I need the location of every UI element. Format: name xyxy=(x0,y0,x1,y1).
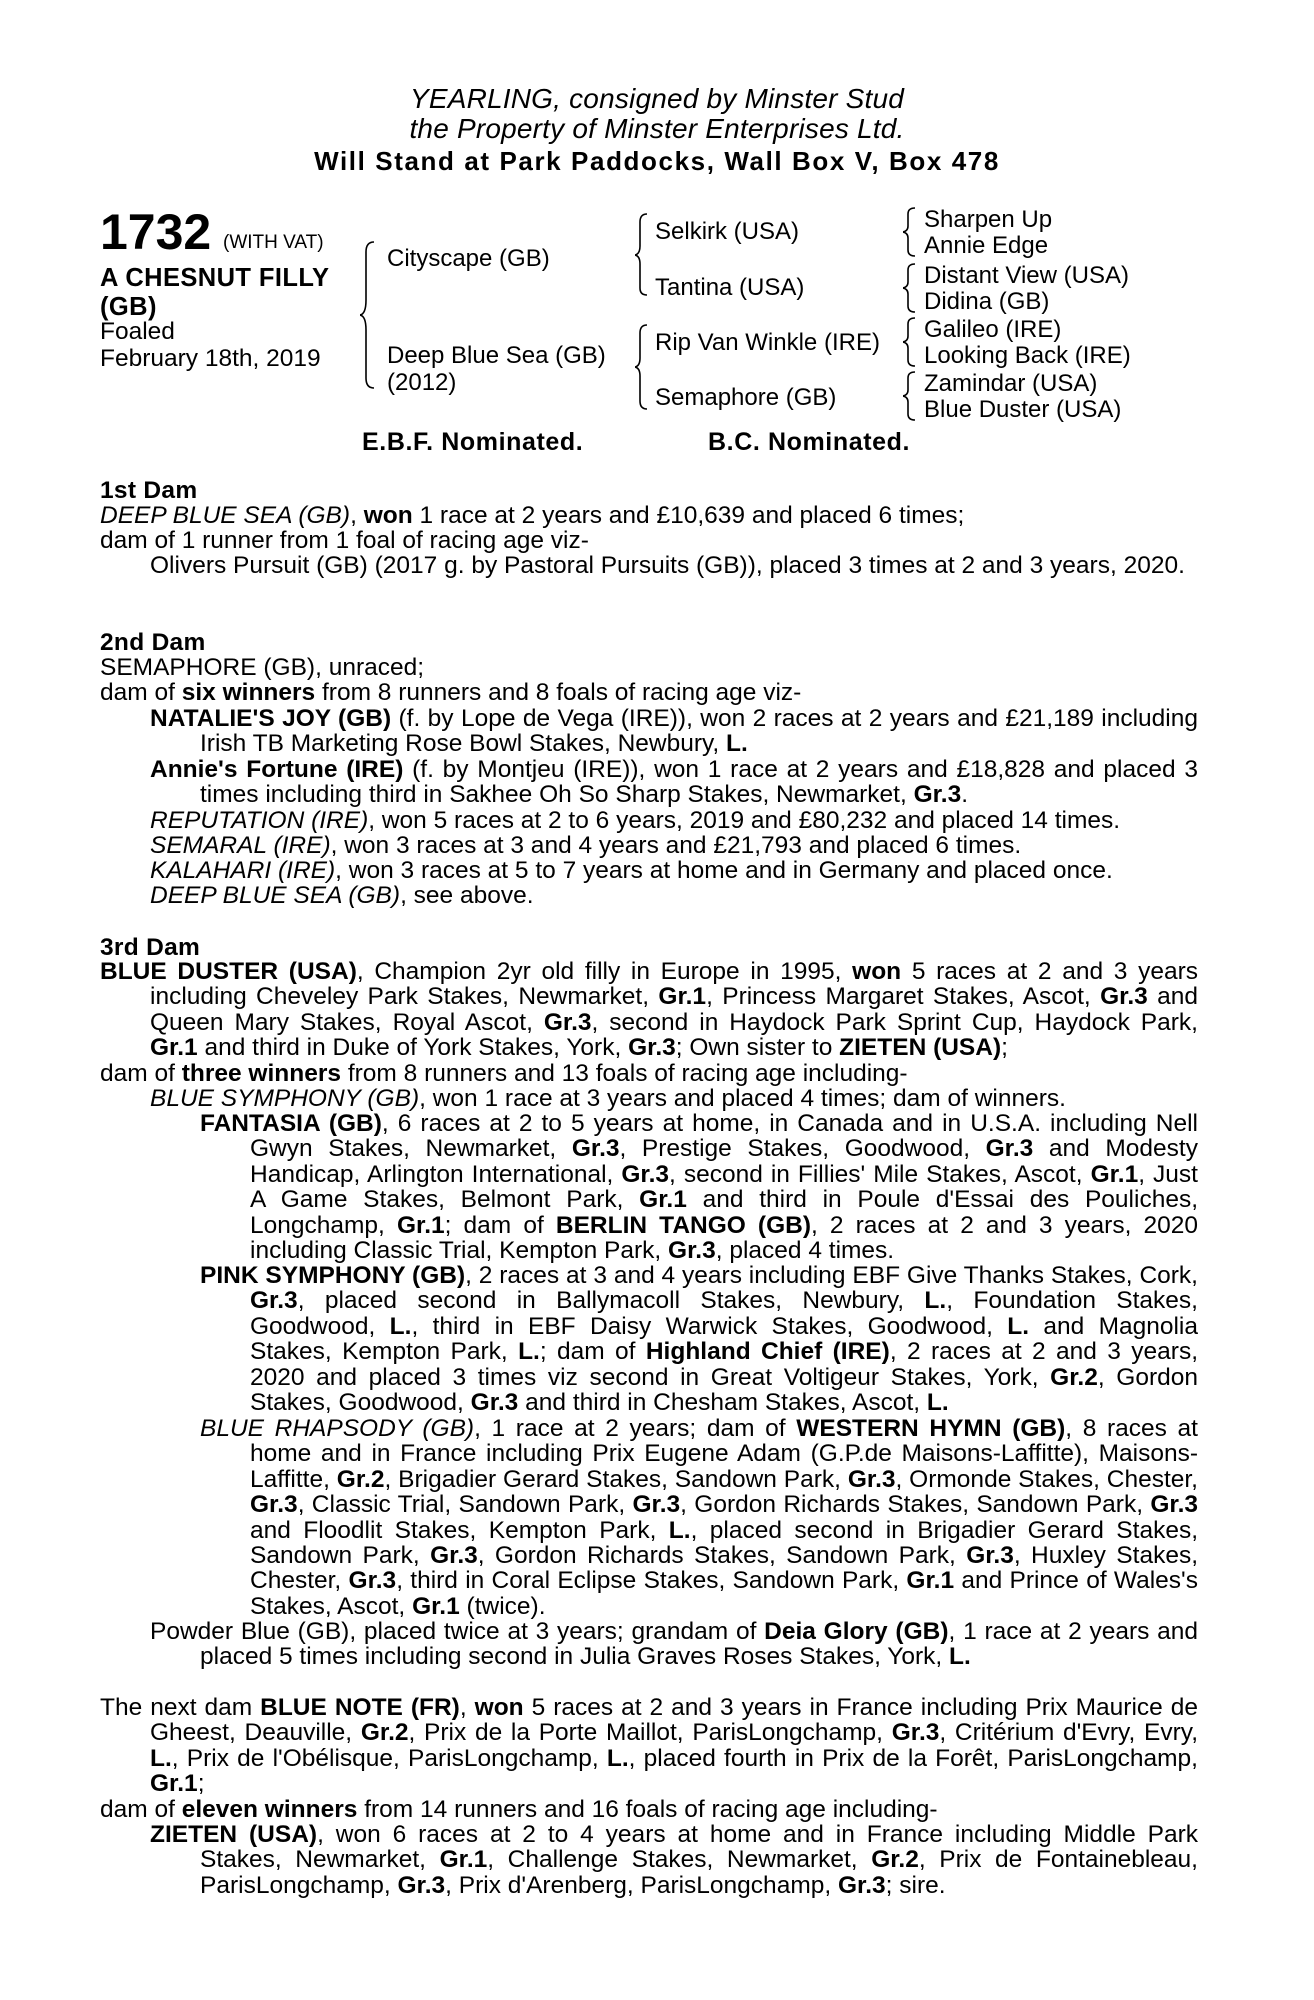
grade: Gr.1 xyxy=(658,983,707,1011)
text: , placed second in Ballymacoll Stakes, Newbury, xyxy=(297,1287,925,1315)
grade: Gr.2 xyxy=(871,1846,919,1874)
ddd: Blue Duster (USA) xyxy=(924,396,1122,423)
blue-symphony xyxy=(150,1086,1250,1111)
dds: Zamindar (USA) xyxy=(924,370,1098,397)
text: , Critérium d'Evry, Evry, xyxy=(939,1719,1199,1747)
text: , Prestige Stakes, Goodwood, xyxy=(619,1135,986,1163)
next-dam-produce xyxy=(100,1797,1200,1822)
text: , Champion 2yr old filly in Europe in 1995, xyxy=(356,958,853,985)
text: , Huxley Stakes, Chester, xyxy=(250,1542,1198,1595)
text: 5 races at 2 and 3 years in France including Prix Maurice de Gheest, Deauville, xyxy=(150,1694,1199,1747)
grade: Gr.3 xyxy=(543,1008,592,1036)
grade: L. xyxy=(606,1744,629,1772)
offspring-text: (f. by Lope de Vega (IRE)), won 2 races at 2 years and £21,189 including Irish TB Marketing Rose Bowl Stakes, Newbury, xyxy=(200,705,1198,758)
dam-dam: Semaphore (GB) xyxy=(655,384,837,411)
grand-offspring: Highland Chief (IRE) xyxy=(645,1338,890,1366)
first-dam-produce: dam of 1 runner from 1 foal of racing age viz- xyxy=(100,527,589,554)
grade: Gr.1 xyxy=(150,1034,198,1062)
produce-c: from 8 runners and 13 foals of racing age including- xyxy=(341,1060,908,1087)
zieten xyxy=(150,1822,1198,1898)
first-dam-record-text: 1 race at 2 years and £10,639 and placed 6 times; xyxy=(412,502,965,529)
ebf-nominated: E.B.F. Nominated. xyxy=(362,428,584,456)
text: ; dam of xyxy=(539,1338,646,1366)
offspring-name: BLUE RHAPSODY (GB) xyxy=(200,1415,475,1442)
sdd: Didina (GB) xyxy=(924,288,1050,315)
offspring-name: KALAHARI (IRE) xyxy=(150,857,336,884)
grade: Gr.3 xyxy=(470,1389,519,1417)
text: and Prince of Wales's Stakes, Ascot, xyxy=(250,1567,1198,1620)
grade: Gr.2 xyxy=(1050,1363,1098,1391)
produce-a: dam of xyxy=(100,1060,182,1087)
grade: Gr.3 xyxy=(571,1135,620,1163)
grade: Gr.1 xyxy=(639,1186,687,1214)
dam: Deep Blue Sea (GB) xyxy=(387,342,606,369)
text: ; Own sister to xyxy=(675,1034,840,1062)
text: and Magnolia Stakes, Kempton Park, xyxy=(250,1312,1198,1366)
offspring-name: Annie's Fortune (IRE) xyxy=(150,756,404,783)
first-dam-offspring: Olivers Pursuit (GB) (2017 g. by Pastoral Pursuits (GB)), placed 3 times at 2 and 3 years, 2020. xyxy=(150,552,1185,579)
text: , third in Coral Eclipse Stakes, Sandown Park, xyxy=(396,1567,907,1595)
header-consignor: YEARLING, consigned by Minster Stud xyxy=(409,83,905,114)
text: , 8 races at home and in France including Prix Eugene Adam (G.P.de Maisons-Laffitte), Maisons-Laffitte, xyxy=(250,1415,1198,1493)
first-dam-title: 1st Dam xyxy=(100,477,198,504)
grade: Gr.1 xyxy=(439,1846,488,1874)
text: , Prix de Fontainebleau, ParisLongchamp, xyxy=(200,1846,1198,1899)
text: , Gordon Richards Stakes, Sandown Park, xyxy=(477,1542,967,1570)
lot-number: 1732 xyxy=(100,204,212,260)
text: , won 6 races at 2 to 4 years at home and in France including Middle Park Stakes, Newmarket, xyxy=(200,1821,1198,1874)
brace-ds xyxy=(903,316,919,368)
second-dam-title: 2nd Dam xyxy=(100,629,206,656)
text: , Prix de l'Obélisque, ParisLongchamp, xyxy=(171,1744,607,1772)
text: , Gordon Stakes, Goodwood, xyxy=(250,1363,1199,1417)
grade: L. xyxy=(1007,1312,1030,1340)
bc-nominated: B.C. Nominated. xyxy=(708,428,911,456)
text: , Just A Game Stakes, Belmont Park, xyxy=(250,1160,1198,1214)
foaled-date: February 18th, 2019 xyxy=(100,345,321,372)
won-label: won xyxy=(474,1694,524,1721)
grade: Gr.3 xyxy=(397,1871,446,1899)
grade: Gr.3 xyxy=(348,1567,397,1595)
offspring-name: DEEP BLUE SEA (GB) xyxy=(150,882,401,909)
third-dam-name: BLUE DUSTER (USA) xyxy=(100,958,357,985)
text: The next dam xyxy=(100,1694,261,1721)
grade: Gr.3 xyxy=(628,1034,676,1062)
grade: L. xyxy=(726,730,748,758)
grade: L. xyxy=(518,1338,540,1366)
third-dam-title: 3rd Dam xyxy=(100,934,201,961)
sire: Cityscape (GB) xyxy=(387,245,550,272)
grade: Gr.3 xyxy=(1100,983,1148,1011)
sds: Distant View (USA) xyxy=(924,262,1129,289)
winners-count: three winners xyxy=(181,1060,342,1087)
next-dam-name: BLUE NOTE (FR) xyxy=(260,1694,460,1721)
offspring-text: , won 1 race at 3 years and placed 4 times; dam of winners. xyxy=(419,1085,1066,1112)
text: and third in Poule d'Essai des Pouliches, Longchamp, xyxy=(250,1186,1199,1239)
text: , Foundation Stakes, Goodwood, xyxy=(250,1287,1198,1340)
text: , Gordon Richards Stakes, Sandown Park, xyxy=(680,1491,1151,1519)
grade: Gr.3 xyxy=(985,1135,1034,1163)
third-dam-produce xyxy=(100,1061,1200,1086)
grade: Gr.3 xyxy=(250,1287,298,1315)
text: , second in Fillies' Mile Stakes, Ascot, xyxy=(669,1160,1091,1188)
winners-count: six winners xyxy=(181,679,316,706)
winners-count: eleven winners xyxy=(181,1796,358,1823)
produce-c: from 14 runners and 16 foals of racing age including- xyxy=(357,1796,938,1823)
text: and Modesty Handicap, Arlington International, xyxy=(250,1135,1198,1188)
first-dam-name: DEEP BLUE SEA (GB) xyxy=(100,502,351,529)
text: ; sire. xyxy=(885,1871,946,1899)
grand-offspring: BERLIN TANGO (GB) xyxy=(555,1211,811,1239)
text: and third in Duke of York Stakes, York, xyxy=(197,1034,629,1062)
text: , 2 races at 2 and 3 years, 2020 including Classic Trial, Kempton Park, xyxy=(250,1211,1198,1265)
grade: Gr.3 xyxy=(966,1542,1014,1570)
text: and Queen Mary Stakes, Royal Ascot, xyxy=(150,983,1198,1036)
vat-note: (WITH VAT) xyxy=(223,232,324,253)
text: ; xyxy=(197,1770,205,1798)
grade: Gr.1 xyxy=(412,1592,460,1620)
ssd: Annie Edge xyxy=(924,232,1049,259)
text: , Ormonde Stakes, Chester, xyxy=(895,1465,1198,1493)
powder-blue xyxy=(150,1619,1198,1670)
text: , third in EBF Daisy Warwick Stakes, Goodwood, xyxy=(411,1312,1008,1340)
won-label: won xyxy=(363,502,413,529)
text: , placed fourth in Prix de la Forêt, ParisLongchamp, xyxy=(628,1744,1198,1772)
produce-a: dam of xyxy=(100,1796,182,1823)
text: , Brigadier Gerard Stakes, Sandown Park, xyxy=(384,1465,848,1493)
grand-offspring: Deia Glory (GB) xyxy=(764,1618,949,1645)
text: 5 races at 2 and 3 years including Cheveley Park Stakes, Newmarket, xyxy=(150,958,1198,1011)
offspring-text: , won 3 races at 5 to 7 years at home and in Germany and placed once. xyxy=(335,857,1113,884)
text: , 6 races at 2 to 5 years at home, in Canada and in U.S.A. including Nell Gwyn Stakes, Newmarket, xyxy=(250,1110,1198,1163)
text: , 2 races at 2 and 3 years, 2020 and placed 3 times viz second in Great Voltigeur Stakes, York, xyxy=(250,1338,1199,1391)
text: ; xyxy=(1001,1034,1008,1062)
offspring-name: SEMARAL (IRE) xyxy=(150,832,331,859)
grade: Gr.1 xyxy=(906,1567,955,1595)
grade: Gr.3 xyxy=(430,1542,478,1570)
sd-offspring-6 xyxy=(150,883,1250,908)
pink-symphony xyxy=(200,1263,1198,1415)
sister-name: ZIETEN (USA) xyxy=(839,1034,1002,1062)
grade: Gr.3 xyxy=(621,1160,670,1188)
brace-ss xyxy=(903,206,919,258)
grade: Gr.1 xyxy=(1090,1160,1139,1188)
offspring-name: BLUE SYMPHONY (GB) xyxy=(150,1085,420,1112)
grade: Gr.3 xyxy=(913,781,962,809)
grade: Gr.1 xyxy=(396,1211,445,1239)
offspring-name: NATALIE'S JOY (GB) xyxy=(150,705,392,732)
sire-sire: Selkirk (USA) xyxy=(655,218,800,245)
offspring-name: REPUTATION (IRE) xyxy=(150,807,369,834)
grade: L. xyxy=(150,1744,172,1772)
grade: Gr.3 xyxy=(1150,1491,1199,1519)
horse-name xyxy=(100,264,329,322)
text: , Princess Margaret Stakes, Ascot, xyxy=(706,983,1101,1011)
dam-year: (2012) xyxy=(387,369,457,396)
sd-offspring-5 xyxy=(150,858,1250,883)
grade: L. xyxy=(668,1516,691,1544)
text: , 1 race at 2 years and placed 5 times including second in Julia Graves Roses Stakes, York, xyxy=(200,1618,1198,1671)
horse-name-line1: A CHESNUT FILLY xyxy=(100,264,330,292)
text: , Classic Trial, Sandown Park, xyxy=(297,1491,633,1519)
text: , xyxy=(459,1694,475,1721)
grade: Gr.3 xyxy=(837,1871,886,1899)
blue-rhapsody xyxy=(200,1416,1198,1619)
sd-offspring-1 xyxy=(150,706,1198,757)
text: , second in Haydock Park Sprint Cup, Haydock Park, xyxy=(591,1008,1198,1036)
second-dam-intro: SEMAPHORE (GB), unraced; xyxy=(100,654,425,681)
offspring-text: , won 5 races at 2 to 6 years, 2019 and £80,232 and placed 14 times. xyxy=(368,807,1121,834)
first-dam-record: DEEP BLUE SEA (GB), won 1 race at 2 years and £10,639 and placed 6 times; xyxy=(100,502,965,529)
grade: L. xyxy=(389,1312,412,1340)
grade: Gr.3 xyxy=(891,1719,940,1747)
won-label: won xyxy=(852,958,902,985)
text: Powder Blue (GB), placed twice at 3 years; grandam of xyxy=(150,1618,765,1645)
grade: L. xyxy=(924,1287,947,1315)
offspring-name: FANTASIA (GB) xyxy=(200,1110,382,1137)
sss: Sharpen Up xyxy=(924,206,1053,233)
sire-dam: Tantina (USA) xyxy=(655,274,805,301)
text: , 1 race at 2 years; dam of xyxy=(474,1415,797,1442)
offspring-text: (f. by Montjeu (IRE)), won 1 race at 2 years and £18,828 and placed 3 times including third in Sakhee Oh So Sharp Stakes, Newmarket, xyxy=(200,756,1199,809)
pedigree-brace-sire xyxy=(635,212,651,297)
text: , Prix de la Porte Maillot, ParisLongchamp, xyxy=(408,1719,892,1747)
horse-name-line2: (GB) xyxy=(100,293,157,321)
offspring-text: , see above. xyxy=(400,882,534,909)
text: , placed 4 times. xyxy=(715,1237,895,1265)
text: (twice). xyxy=(459,1592,546,1620)
grade: L. xyxy=(949,1643,971,1671)
brace-dd xyxy=(903,370,919,422)
grade: Gr.1 xyxy=(150,1770,198,1798)
sd-offspring-3 xyxy=(150,808,1250,833)
grade: Gr.3 xyxy=(847,1465,896,1493)
produce-a: dam of xyxy=(100,679,182,706)
text: , placed second in Brigadier Gerard Stakes, Sandown Park, xyxy=(250,1516,1199,1570)
grade: Gr.2 xyxy=(336,1465,385,1493)
text: , Challenge Stakes, Newmarket, xyxy=(487,1846,872,1874)
grade: Gr.3 xyxy=(632,1491,681,1519)
grade: Gr.3 xyxy=(668,1237,716,1265)
produce-c: from 8 runners and 8 foals of racing age viz- xyxy=(315,679,802,706)
grade: L. xyxy=(926,1389,949,1417)
sd-offspring-2 xyxy=(150,757,1198,808)
pedigree-brace-main xyxy=(360,240,380,390)
fantasia xyxy=(200,1111,1198,1263)
header-property: the Property of Minster Enterprises Ltd. xyxy=(409,113,905,144)
offspring-name: PINK SYMPHONY (GB) xyxy=(200,1262,466,1289)
punct: . xyxy=(961,781,969,809)
grade: Gr.2 xyxy=(360,1719,409,1747)
next-dam-record xyxy=(100,1695,1198,1797)
text: ; dam of xyxy=(444,1211,556,1239)
second-dam-produce xyxy=(100,680,1200,705)
offspring-text: , won 3 races at 3 and 4 years and £21,793 and placed 6 times. xyxy=(330,832,1022,859)
sd-offspring-4 xyxy=(150,833,1250,858)
dss: Galileo (IRE) xyxy=(924,316,1062,343)
text: and Floodlit Stakes, Kempton Park, xyxy=(250,1516,669,1544)
foaled-label: Foaled xyxy=(100,318,175,345)
third-dam-record xyxy=(100,959,1198,1061)
text: , Prix d'Arenberg, ParisLongchamp, xyxy=(445,1871,838,1899)
dam-sire: Rip Van Winkle (IRE) xyxy=(655,329,880,356)
offspring-name: ZIETEN (USA) xyxy=(150,1821,318,1848)
brace-sd xyxy=(903,262,919,314)
header-location: Will Stand at Park Paddocks, Wall Box V, Box 478 xyxy=(314,146,1000,176)
foaled-info xyxy=(100,318,321,372)
grade: Gr.3 xyxy=(250,1491,298,1519)
text: and third in Chesham Stakes, Ascot, xyxy=(518,1389,927,1417)
dsd: Looking Back (IRE) xyxy=(924,342,1131,369)
pedigree-brace-dam xyxy=(635,323,651,411)
text: , 2 races at 3 and 4 years including EBF Give Thanks Stakes, Cork, xyxy=(465,1262,1198,1289)
grand-offspring: WESTERN HYMN (GB) xyxy=(796,1415,1066,1442)
